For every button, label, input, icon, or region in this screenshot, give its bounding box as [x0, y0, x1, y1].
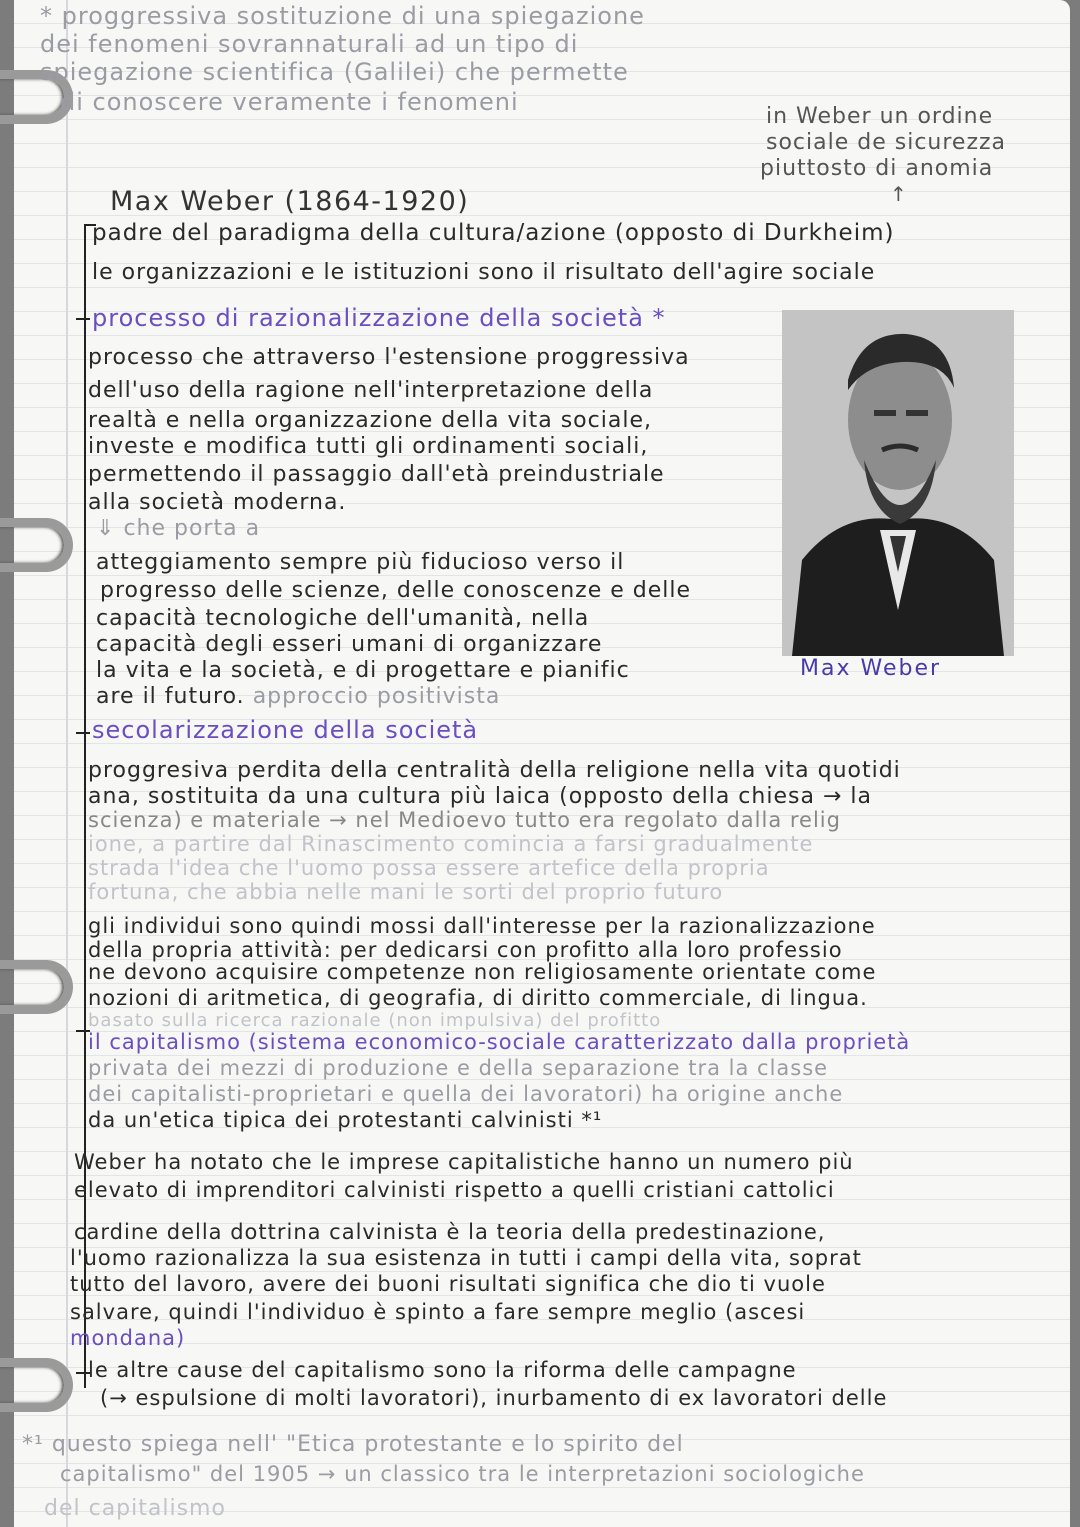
paragraph-line: Weber ha notato che le imprese capitalistiche hanno un numero più	[74, 1150, 854, 1174]
margin-line	[66, 0, 68, 1527]
paragraph-line: le altre cause del capitalismo sono la riforma delle campagne	[88, 1358, 797, 1382]
footnote-line: del capitalismo	[44, 1496, 226, 1521]
up-arrow: ↑	[890, 182, 908, 206]
paragraph-line: ana, sostituita da una cultura più laica (opposto della chiesa → la	[88, 784, 872, 809]
paragraph-line: tutto del lavoro, avere dei buoni risultati significa che dio ti vuole	[70, 1272, 826, 1296]
paragraph-line: ne devono acquisire competenze non religiosamente orientate come	[88, 960, 877, 984]
paragraph-line: elevato di imprenditori calvinisti rispetto a quelli cristiani cattolici	[74, 1178, 835, 1202]
approach-label: approccio positivista	[252, 684, 501, 709]
paragraph-line: le organizzazioni e le istituzioni sono il risultato dell'agire sociale	[92, 260, 876, 285]
paragraph-line: progresso delle scienze, delle conoscenze e delle	[100, 578, 692, 603]
top-line: * proggressiva sostituzione di una spiegazione	[40, 2, 645, 30]
paragraph-line: salvare, quindi l'individuo è spinto a fare sempre meglio (ascesi	[70, 1300, 806, 1324]
paragraph-line: atteggiamento sempre più fiducioso verso il	[96, 550, 625, 575]
page-title: Max Weber (1864-1920)	[110, 186, 470, 217]
paragraph-line	[88, 1030, 910, 1054]
paragraph-line: gli individui sono quindi mossi dall'interesse per la razionalizzazione	[88, 914, 876, 938]
paragraph-line: mondana)	[70, 1326, 186, 1350]
binder-ring	[0, 518, 73, 572]
top-line: spiegazione scientifica (Galilei) che permette	[40, 58, 629, 86]
paragraph-line: padre del paradigma della cultura/azione (opposto di Durkheim)	[92, 220, 895, 246]
paragraph-line	[100, 1386, 887, 1410]
portrait-caption: Max Weber	[800, 656, 942, 681]
paragraph-line: fortuna, che abbia nelle mani le sorti del proprio futuro	[88, 880, 724, 904]
side-note: piuttosto di anomia	[760, 156, 994, 181]
top-line: dei fenomeni sovrannaturali ad un tipo di	[40, 30, 579, 58]
binder-ring	[0, 960, 73, 1014]
paragraph-line: proggresiva perdita della centralità della religione nella vita quotidi	[88, 758, 901, 783]
binder-ring	[0, 1358, 73, 1412]
arrow-label: ⇓ che porta a	[96, 516, 261, 541]
bracket-tick	[76, 732, 90, 734]
section-heading: secolarizzazione della società	[92, 716, 479, 744]
paragraph-line	[96, 684, 500, 709]
paragraph-line: capacità degli esseri umani di organizzare	[96, 632, 603, 657]
side-note: in Weber un ordine	[766, 104, 994, 129]
portrait-photo	[782, 310, 1014, 656]
paragraph-line: ione, a partire dal Rinascimento comincia a farsi gradualmente	[88, 832, 814, 856]
paragraph-line: della propria attività: per dedicarsi con profitto alla loro professio	[88, 938, 843, 962]
paragraph-line: la vita e la società, e di progettare e pianific	[96, 658, 630, 683]
portrait-image	[782, 310, 1014, 656]
paragraph-line: basato sulla ricerca razionale (non impulsiva) del profitto	[88, 1010, 662, 1031]
other-causes-text: (→ espulsione di molti lavoratori), inurbamento di ex lavoratori delle	[100, 1386, 888, 1410]
section-heading: processo di razionalizzazione della società *	[92, 304, 666, 332]
paragraph-line: processo che attraverso l'estensione proggressiva	[88, 345, 690, 370]
capitalism-text: il capitalismo (sistema economico-sociale caratterizzato dalla proprietà	[88, 1030, 911, 1054]
paragraph-line: alla società moderna.	[88, 490, 347, 515]
bracket-tick	[76, 318, 90, 320]
paragraph-line: cardine della dottrina calvinista è la teoria della predestinazione,	[74, 1220, 826, 1244]
footnote-line: capitalismo" del 1905 → un classico tra le interpretazioni sociologiche	[60, 1462, 865, 1486]
paragraph-line: nozioni di aritmetica, di geografia, di diritto commerciale, di lingua.	[88, 986, 868, 1010]
footnote-line: *¹ questo spiega nell' "Etica protestante e lo spirito del	[22, 1432, 684, 1457]
paragraph-line: permettendo il passaggio dall'età preindustriale	[88, 462, 665, 487]
paragraph-line: dell'uso della ragione nell'interpretazione della	[88, 378, 654, 403]
paragraph-line: da un'etica tipica dei protestanti calvinisti *¹	[88, 1108, 603, 1132]
outline-bracket	[84, 224, 86, 1388]
paragraph-line: strada l'idea che l'uomo possa essere artefice della propria	[88, 856, 770, 880]
arrow-label-text: che porta a	[123, 516, 261, 541]
paragraph-line: scienza) e materiale → nel Medioevo tutto era regolato dalla relig	[88, 808, 841, 832]
side-note: sociale de sicurezza	[766, 130, 1007, 155]
paragraph-line: investe e modifica tutti gli ordinamenti sociali,	[88, 434, 649, 459]
paragraph-line: dei capitalisti-proprietari e quella dei lavoratori) ha origine anche	[88, 1082, 844, 1106]
paragraph-line: l'uomo razionalizza la sua esistenza in tutti i campi della vita, soprat	[70, 1246, 862, 1270]
attitude-end: are il futuro.	[96, 684, 245, 709]
paragraph-line: realtà e nella organizzazione della vita sociale,	[88, 408, 652, 433]
paragraph-line: capacità tecnologiche dell'umanità, nella	[96, 606, 590, 631]
top-line: di conoscere veramente i fenomeni	[60, 88, 519, 116]
paragraph-line: privata dei mezzi di produzione e della separazione tra la classe	[88, 1056, 829, 1080]
